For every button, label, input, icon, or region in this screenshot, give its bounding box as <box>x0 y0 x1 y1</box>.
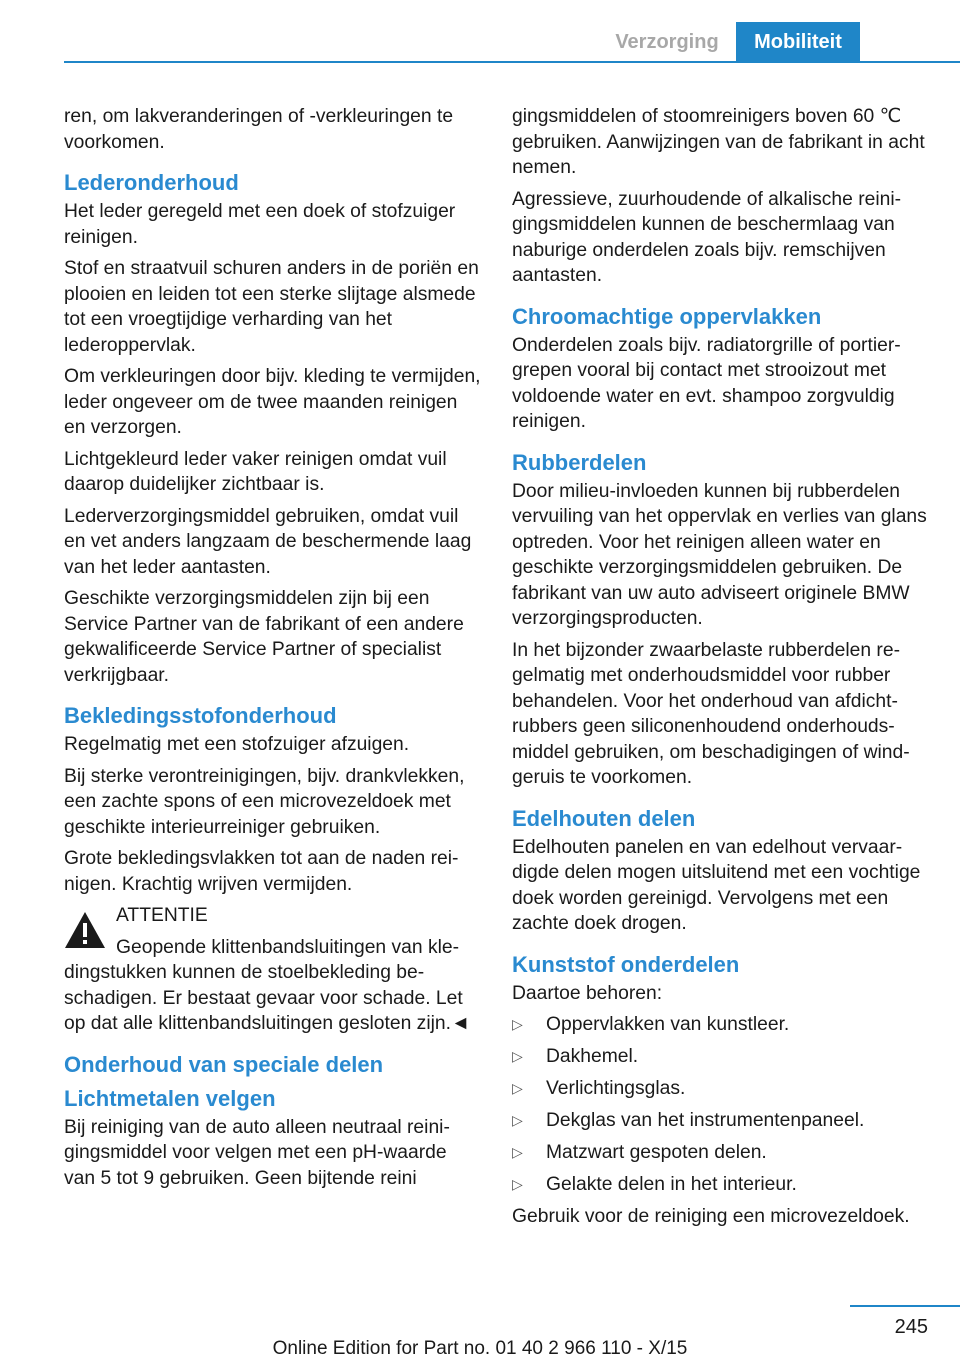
heading-speciale-delen: Onderhoud van speciale delen <box>64 1051 384 1077</box>
heading-bekledingsstofonderhoud: Bekledingsstofonderhoud <box>64 703 337 728</box>
paragraph: Lichtgekleurd leder vaker reinigen omdat vuil daarop duidelijker zichtbaar is. <box>64 448 447 495</box>
heading-kunststof-onderdelen: Kunststof onderdelen <box>512 951 740 977</box>
paragraph: Het leder geregeld met een doek of stofzuiger reinigen. <box>64 201 456 248</box>
page-header <box>0 0 960 64</box>
paragraph: Om verkleuringen door bijv. kleding te vermijden, leder ongeveer om de twee maanden reinigen en verzorgen. <box>64 366 481 438</box>
page-number: 245 <box>894 1316 928 1338</box>
list-item: ▷ Verlichtingsglas. <box>512 1076 928 1102</box>
triangle-bullet-icon: ▷ <box>512 1080 523 1096</box>
paragraph: ren, om lakveranderingen of -verkleuringen te voorkomen. <box>64 106 454 153</box>
triangle-bullet-icon: ▷ <box>512 1016 523 1032</box>
list-item: ▷ Oppervlakken van kunstleer. <box>512 1012 928 1038</box>
paragraph: Onderdelen zoals bijv. radiatorgrille of portiergrepen vooral bij contact met strooizout met voldoende water en evt. shampoo zorgvuldig reinigen. <box>512 334 901 432</box>
paragraph: Bij sterke verontreinigingen, bijv. drankvlekken, een zachte spons of een microvezeldoek met geschikte interieurreiniger gebruiken. <box>64 765 465 838</box>
paragraph: gingsmiddelen of stoomreinigers boven 60 ℃ gebruiken. Aanwijzingen van de fabrikant in acht nemen. <box>512 106 925 178</box>
heading-edelhouten-delen: Edelhouten delen <box>512 805 696 831</box>
paragraph: Door milieu-invloeden kunnen bij rubberdelen vervuiling van het oppervlak en verlies van glans optreden. Voor het reinigen alleen water en geschikte verzorgingsmiddelen gebruiken. De fabrikant van uw auto adviseert originele BMW verzorgingsproducten. <box>512 480 927 629</box>
list-item: ▷ Dekglas van het instrumentenpaneel. <box>512 1108 928 1134</box>
paragraph: Bij reiniging van de auto alleen neutraal reinigingsmiddel voor velgen met een pH-waarde van 5 tot 9 gebruiken. Geen bijtende reini <box>64 1116 450 1189</box>
triangle-bullet-icon: ▷ <box>512 1048 523 1064</box>
triangle-bullet-icon: ▷ <box>512 1176 523 1192</box>
paragraph: Grote bekledingsvlakken tot aan de naden reinigen. Krachtig wrijven vermijden. <box>64 848 459 895</box>
warning-title: ATTENTIE <box>116 905 208 926</box>
heading-lederonderhoud: Lederonderhoud <box>64 170 239 195</box>
triangle-bullet-icon: ▷ <box>512 1112 523 1128</box>
warning-triangle-icon <box>64 911 106 949</box>
list-item: ▷ Matzwart gespoten delen. <box>512 1140 928 1166</box>
edition-footer: Online Edition for Part no. 01 40 2 966 110 - X/15 <box>272 1338 688 1359</box>
list-item: ▷ Dakhemel. <box>512 1044 928 1070</box>
heading-chroomachtige-oppervlakken: Chroomachtige oppervlakken <box>512 303 822 329</box>
warning-box <box>64 903 482 1037</box>
footer-divider <box>850 1305 960 1307</box>
kunststof-list <box>512 1012 928 1198</box>
paragraph: Daartoe behoren: <box>512 982 663 1004</box>
paragraph: Lederverzorgingsmiddel gebruiken, omdat vuil en vet anders langzaam de beschermende laag van het leder aantasten. <box>64 505 472 578</box>
warning-text: Geopende klittenbandsluitingen van kledingstukken kunnen de stoelbekleding beschadigen. Er bestaat gevaar voor schade. Let op dat alle klittenbandsluitingen gesloten zijn.◄ <box>64 936 471 1034</box>
paragraph: Stof en straatvuil schuren anders in de poriën en plooien en leiden tot een sterke slijtage alsmede tot een vroegtijdige verharding van het lederoppervlak. <box>64 258 479 356</box>
tab-verzorging[interactable]: Verzorging <box>598 22 736 62</box>
paragraph: Regelmatig met een stofzuiger afzuigen. <box>64 734 410 755</box>
left-column <box>64 104 482 1197</box>
triangle-bullet-icon: ▷ <box>512 1144 523 1160</box>
paragraph: Edelhouten panelen en van edelhout vervaardigde delen mogen uitsluitend met een vochtige doek worden gereinigd. Vervolgens met een zachte doek drogen. <box>512 836 921 934</box>
header-divider <box>64 61 960 63</box>
paragraph: Geschikte verzorgingsmiddelen zijn bij een Service Partner van de fabrikant of een andere gekwalificeerde Service Partner of specialist verkrijgbaar. <box>64 588 464 686</box>
list-item: ▷ Gelakte delen in het interieur. <box>512 1172 928 1198</box>
heading-lichtmetalen-velgen: Lichtmetalen velgen <box>64 1085 276 1111</box>
heading-rubberdelen: Rubberdelen <box>512 449 647 475</box>
paragraph: In het bijzonder zwaarbelaste rubberdelen regelmatig met onderhoudsmiddel voor rubber behandelen. Voor het onderhoud van afdichtrubbers geen siliconenhoudend onderhoudsmiddel gebruiken, om beschadigingen of windgeruis te voorkomen. <box>512 639 910 788</box>
right-column <box>512 104 928 1236</box>
tab-mobiliteit[interactable]: Mobiliteit <box>736 22 860 62</box>
paragraph: Agressieve, zuurhoudende of alkalische reinigingsmiddelen kunnen de beschermlaag van naburige onderdelen zoals bijv. remschijven aantasten. <box>512 188 902 286</box>
paragraph: Gebruik voor de reiniging een microvezeldoek. <box>512 1206 910 1227</box>
